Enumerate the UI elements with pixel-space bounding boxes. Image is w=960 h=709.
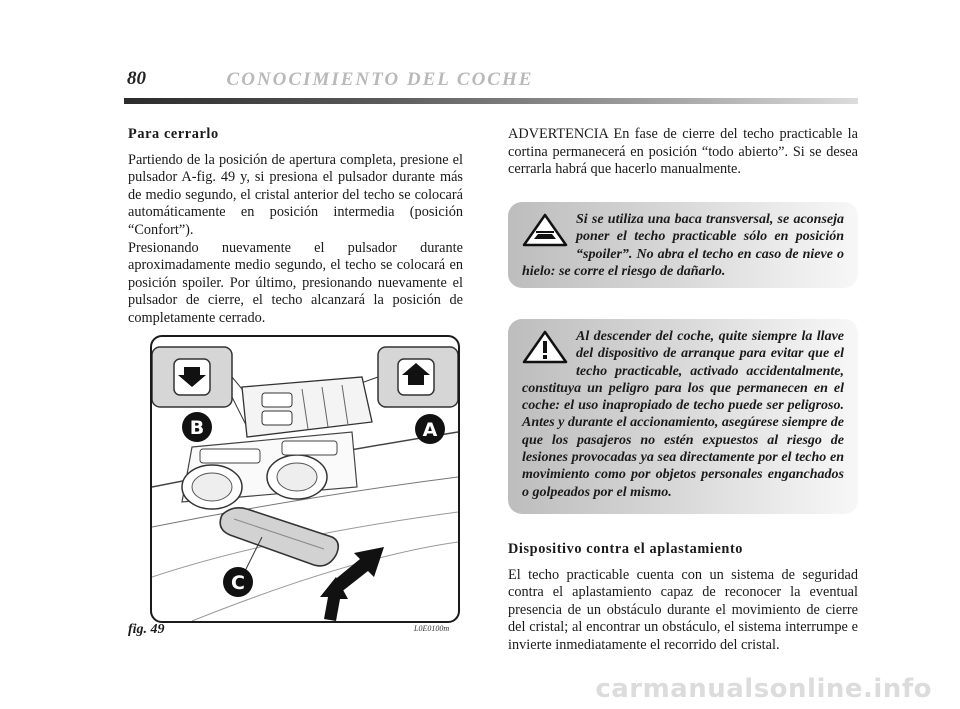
right-column-top xyxy=(508,126,858,179)
caution-warning-icon xyxy=(522,330,568,364)
page-number: 80 xyxy=(127,68,146,89)
paragraph-cerrarlo-1: Partiendo de la posición de apertura completa, presione el pulsador A-fig. 49 y, si presiona el pulsador durante más de medio segundo, el cristal anterior del techo se colocará automáticamente en posición intermedia (posición “Confort”). xyxy=(128,151,463,238)
section-heading-dispositivo: Dispositivo contra el aplastamiento xyxy=(508,541,744,557)
paragraph-cerrarlo-2: Presionando nuevamente el pulsador durante aproximadamente medio segundo, el techo se colocará en posición spoiler. Por último, presionando nuevamente el pulsador de cierre, el techo alcanzará la posición de completamente cerrado. xyxy=(128,239,463,326)
paragraph-advertencia: ADVERTENCIA En fase de cierre del techo practicable la cortina permanecerá en posición “todo abierto”. Si se desea cerrarla habrá que hacerlo manualmente. xyxy=(508,126,858,178)
running-title: CONOCIMIENTO DEL COCHE xyxy=(226,69,534,90)
warning-text-baca: Si se utiliza una baca transversal, se aconseja poner el techo practicable sólo en posición “spoiler”. No abra el techo en caso de nieve o hielo: se corre el riesgo de dañarlo. xyxy=(522,212,844,279)
left-column xyxy=(128,126,463,328)
header-rule xyxy=(124,98,858,104)
figure-caption: fig. 49 xyxy=(128,622,165,637)
section-heading-para-cerrarlo: Para cerrarlo xyxy=(128,126,219,142)
paragraph-dispositivo: El techo practicable cuenta con un sistema de seguridad contra el aplastamiento capaz de reconocer la eventual presencia de un obstáculo durante el movimiento de cierre del cristal; al encontrar un obstáculo, el sistema interrumpe e invierte inmediatamente el recorrido del cristal. xyxy=(508,566,858,653)
figure-49-illustration xyxy=(150,335,460,623)
figure-label-c: C xyxy=(231,572,245,594)
figure-label-b: B xyxy=(189,417,205,439)
watermark-logo: carmanualsonline.info xyxy=(595,674,932,704)
warning-text-llave: Al descender del coche, quite siempre la llave del dispositivo de arranque para evitar que el techo practicable, activado accidentalmente, constituya un peligro para los que permanecen en el coche: el uso inapropiado de techo puede ser peligroso. Antes y durante el accionamiento, asegúrese siempre de que los pasajeros no estén expuestos al riesgo de lesiones provocadas ya sea directamente por el techo en movimiento como por objetos personales enganchados o golpeados por el mismo. xyxy=(522,329,844,500)
warning-box-baca xyxy=(508,202,858,288)
figure-code: L0E0100m xyxy=(414,624,450,633)
figure-label-a: A xyxy=(422,419,438,441)
warning-box-llave xyxy=(508,319,858,514)
section-dispositivo xyxy=(508,541,858,655)
roof-console-drawing xyxy=(152,337,458,621)
roof-rack-warning-icon xyxy=(522,213,568,247)
